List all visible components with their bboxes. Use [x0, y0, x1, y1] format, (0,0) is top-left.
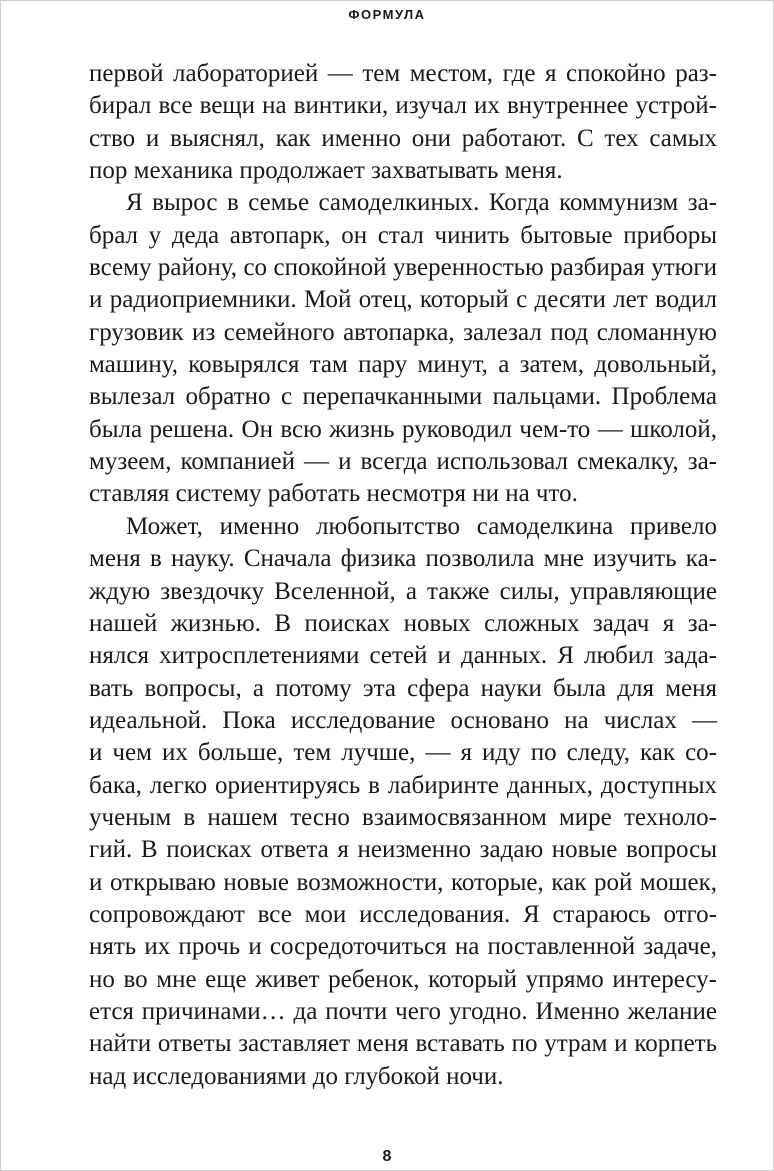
running-header: ФОРМУЛА: [348, 7, 426, 22]
text-line: пор механика продолжает захватывать меня.: [89, 157, 563, 185]
text-line: и открываю новые возможности, которые, как рой мошек,: [89, 868, 717, 896]
paragraph-2: [89, 187, 717, 510]
text-line: ставляя систему работать несмотря ни на что.: [89, 480, 578, 508]
text-line: машину, ковырялся там пару минут, а затем, довольный,: [89, 351, 717, 379]
text-line: нять их прочь и сосредоточиться на поставленной задаче,: [89, 933, 717, 961]
text-line: гий. В поисках ответа я неизменно задаю новые вопросы: [89, 836, 717, 864]
text-line: сопровождают все мои исследования. Я стараюсь отго-: [89, 900, 717, 928]
page-number: 8: [382, 1148, 392, 1165]
text-line: Может, именно любопытство самоделкина привело: [126, 512, 717, 540]
text-line: грузовик из семейного автопарка, залезал под сломанную: [89, 318, 717, 346]
text-line: первой лабораторией — тем местом, где я спокойно раз-: [89, 60, 717, 87]
paragraph-3: [89, 511, 717, 1093]
text-line: всему району, со спокойной уверенностью разбирая утюги: [89, 254, 717, 282]
text-line: ется причинами… да почти чего угодно. Именно желание: [89, 997, 717, 1025]
text-line: и радиоприемники. Мой отец, который с десяти лет водил: [89, 286, 717, 314]
text-line: найти ответы заставляет меня вставать по утрам и корпеть: [89, 1030, 717, 1058]
body-text: [89, 58, 717, 1093]
text-line: идеальной. Пока исследование основано на числах —: [89, 706, 717, 734]
text-line: бака, легко ориентируясь в лабиринте данных, доступных: [89, 771, 717, 799]
text-line: нялся хитросплетениями сетей и данных. Я любил зада-: [89, 642, 717, 670]
text-line: вылезал обратно с перепачканными пальцами. Проблема: [89, 383, 717, 411]
text-line: музеем, компанией — и всегда использовал смекалку, за-: [89, 448, 717, 476]
text-line: брал у деда автопарк, он стал чинить бытовые приборы: [89, 221, 717, 249]
text-line: и чем их больше, тем лучше, — я иду по следу, как со-: [89, 739, 717, 767]
text-line: бирал все вещи на винтики, изучал их внутреннее устрой-: [89, 92, 717, 120]
text-line: Я вырос в семье самоделкиных. Когда коммунизм за-: [126, 189, 717, 217]
text-line: нашей жизнью. В поисках новых сложных задач я за-: [89, 609, 717, 637]
text-line: меня в науку. Сначала физика позволила мне изучить ка-: [89, 545, 717, 573]
text-line: вать вопросы, а потому эта сфера науки была для меня: [89, 674, 717, 702]
text-line: была решена. Он всю жизнь руководил чем-то — школой,: [89, 415, 717, 443]
text-line: ждую звездочку Вселенной, а также силы, управляющие: [89, 577, 717, 605]
text-line: ученым в нашем тесно взаимосвязанном мире техноло-: [89, 803, 717, 831]
text-line: но во мне еще живет ребенок, который упрямо интересу-: [89, 965, 717, 993]
paragraph-1: [89, 58, 717, 187]
text-line: ство и выяснял, как именно они работают. С тех самых: [89, 124, 717, 152]
text-line: над исследованиями до глубокой ночи.: [89, 1062, 504, 1090]
